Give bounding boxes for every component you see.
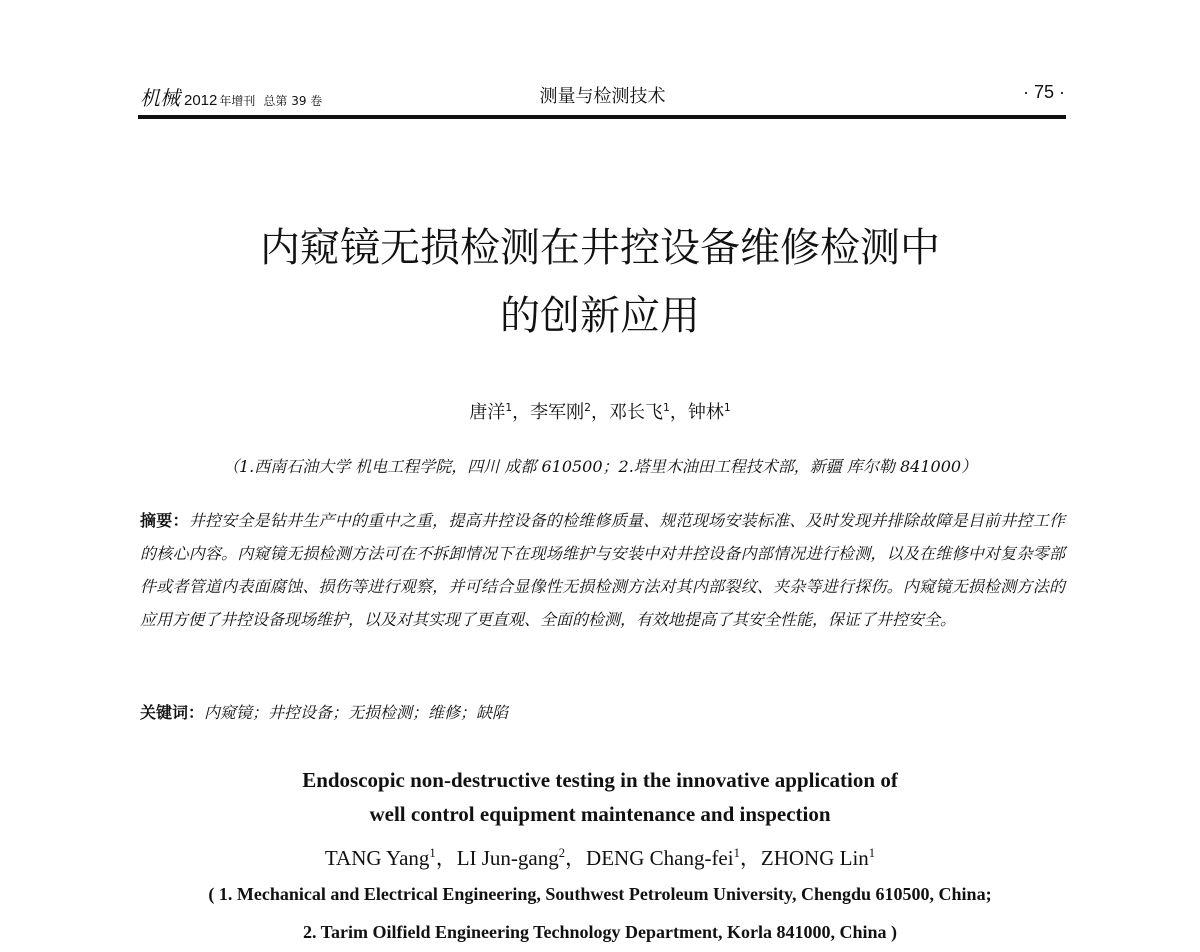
journal-issue: 年增刊 — [219, 94, 256, 108]
author-affil-mark: 2 — [584, 401, 591, 414]
author-name: TANG Yang — [324, 846, 430, 870]
author-separator: ， — [669, 402, 688, 423]
author-affil-mark: 2 — [558, 846, 566, 860]
author-separator: ， — [739, 846, 761, 870]
author-affil-mark: 1 — [663, 401, 670, 414]
paper-title-line-2: 的创新应用 — [500, 293, 700, 339]
authors-english — [100, 842, 1100, 872]
keywords — [140, 700, 1065, 723]
section-title: 测量与检测技术 — [539, 86, 666, 107]
author-separator: ， — [512, 402, 531, 423]
paper-title-line-1: 内窥镜无损检测在井控设备维修检测中 — [260, 225, 940, 271]
header-rule — [138, 115, 1066, 119]
author-affil-mark: 1 — [723, 401, 731, 414]
author-name: DENG Chang-fei — [586, 846, 734, 870]
author-affil-mark: 1 — [505, 401, 513, 414]
english-title-line-2: well control equipment maintenance and inspection — [369, 802, 831, 826]
affiliation-chinese: （1.西南石油大学 机电工程学院，四川 成都 610500；2.塔里木油田工程技术部，新疆 库尔勒 841000） — [222, 457, 978, 476]
author-affil-mark: 1 — [868, 846, 876, 860]
author-name: 唐洋 — [469, 402, 506, 423]
affiliation-english-line-1: ( 1. Mechanical and Electrical Engineering, Southwest Petroleum University, Chengdu 610500, China; — [208, 884, 992, 904]
running-header — [140, 82, 1065, 110]
keywords-text: 内窥镜；井控设备；无损检测；维修；缺陷 — [204, 703, 509, 722]
author-separator: ， — [591, 402, 609, 423]
abstract-label: 摘要： — [140, 511, 189, 530]
english-title-line-1: Endoscopic non-destructive testing in the innovative application of — [302, 768, 898, 792]
journal-name: 机械 — [140, 86, 180, 110]
authors-chinese — [100, 398, 1100, 424]
affiliation-english-line-2: 2. Tarim Oilfield Engineering Technology Department, Korla 841000, China ) — [302, 922, 898, 942]
abstract-text: 井控安全是钻井生产中的重中之重，提高井控设备的检维修质量、规范现场安装标准、及时发现并排除故障是目前井控工作的核心内容。内窥镜无损检测方法可在不拆卸情况下在现场维护与安装中对井控设备内部情况进行检测，以及在维修中对复杂零部件或者管道内表面腐蚀、损伤等进行观察，并可结合显像性无损检测方法对其内部裂纹、夹杂等进行探伤。内窥镜无损检测方法的应用方便了井控设备现场维护，以及对其实现了更直观、全面的检测，有效地提高了其安全性能，保证了井控安全。 — [140, 511, 1065, 629]
author-affil-mark: 1 — [733, 846, 740, 860]
author-name: 邓长飞 — [609, 402, 663, 423]
author-separator: ， — [435, 846, 457, 870]
page-number: · 75 · — [1022, 82, 1065, 102]
author-name: ZHONG Lin — [760, 846, 869, 870]
journal-volume: 总第 39 卷 — [263, 94, 323, 108]
author-separator: ， — [565, 846, 587, 870]
author-name: 钟林 — [687, 402, 724, 423]
journal-year: 2012 — [184, 92, 218, 109]
author-affil-mark: 1 — [429, 846, 436, 860]
abstract — [140, 504, 1065, 636]
author-name: LI Jun-gang — [456, 846, 559, 870]
keywords-label: 关键词： — [140, 703, 205, 722]
author-name: 李军刚 — [530, 402, 585, 423]
